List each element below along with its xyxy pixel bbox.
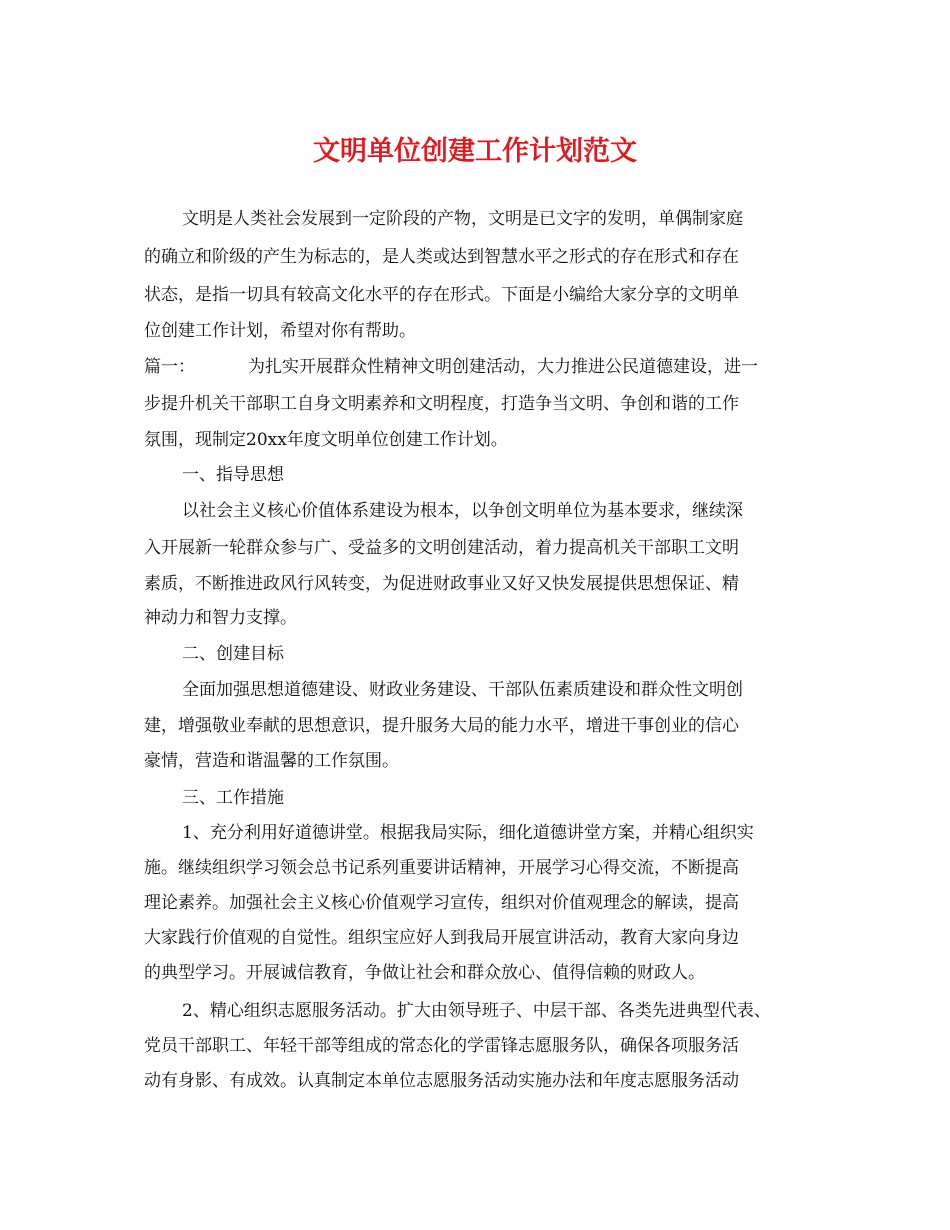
section-1-line-1: 以社会主义核心价值体系建设为根本，以争创文明单位为基本要求，继续深 [182, 501, 743, 521]
measure-2-line-2: 党员干部职工、年轻干部等组成的常态化的学雷锋志愿服务队，确保各项服务活 [144, 1036, 739, 1056]
section-1-line-2: 入开展新一轮群众参与广、受益多的文明创建活动，着力提高机关干部职工文明 [144, 538, 739, 558]
section-2-line-2: 建，增强敬业奉献的思想意识，提升服务大局的能力水平，增进干事创业的信心 [144, 716, 739, 736]
measure-1-line-1: 1、充分利用好道德讲堂。根据我局实际，细化道德讲堂方案，并精心组织实 [182, 823, 754, 843]
section-2-line-3: 豪情，营造和谐温馨的工作氛围。 [144, 751, 399, 771]
document-title: 文明单位创建工作计划范文 [313, 136, 637, 167]
section-1-heading: 一、指导思想 [182, 465, 284, 485]
measure-1-line-5: 的典型学习。开展诚信教育，争做让社会和群众放心、值得信赖的财政人。 [144, 963, 705, 983]
chapter-line-1-text: 为扎实开展群众性精神文明创建活动，大力推进公民道德建设，进一 [248, 357, 758, 377]
section-1-line-4: 神动力和智力支撑。 [144, 608, 297, 628]
section-3-heading: 三、工作措施 [182, 788, 284, 808]
section-2-line-1: 全面加强思想道德建设、财政业务建设、干部队伍素质建设和群众性文明创 [182, 680, 743, 700]
chapter-one-line-2: 步提升机关干部职工自身文明素养和文明程度，打造争当文明、争创和谐的工作 [144, 394, 739, 414]
section-2-heading: 二、创建目标 [182, 644, 284, 664]
measure-2-line-3: 动有身影、有成效。认真制定本单位志愿服务活动实施办法和年度志愿服务活动 [144, 1071, 739, 1091]
chapter-one-line-3: 氛围，现制定20xx年度文明单位创建工作计划。 [144, 430, 508, 450]
measure-1-line-2: 施。继续组织学习领会总书记系列重要讲话精神，开展学习心得交流，不断提高 [144, 858, 739, 878]
intro-line-3: 状态，是指一切具有较高文化水平的存在形式。下面是小编给大家分享的文明单 [144, 285, 739, 305]
intro-line-4: 位创建工作计划，希望对你有帮助。 [144, 321, 416, 341]
intro-line-2: 的确立和阶级的产生为标志的，是人类或达到智慧水平之形式的存在形式和存在 [144, 247, 739, 267]
section-1-line-3: 素质，不断推进政风行风转变，为促进财政事业又好又快发展提供思想保证、精 [144, 574, 739, 594]
intro-line-1: 文明是人类社会发展到一定阶段的产物，文明是已文字的发明，单偶制家庭 [182, 209, 743, 229]
measure-1-line-4: 大家践行价值观的自觉性。组织宝应好人到我局开展宣讲活动，教育大家向身边 [144, 928, 739, 948]
measure-1-line-3: 理论素养。加强社会主义核心价值观学习宣传，组织对价值观理念的解读，提高 [144, 893, 739, 913]
measure-2-line-1: 2、精心组织志愿服务活动。扩大由领导班子、中层干部、各类先进典型代表、 [182, 1001, 771, 1021]
chapter-label: 篇一： [144, 357, 195, 377]
chapter-one-line-1 [144, 355, 758, 379]
